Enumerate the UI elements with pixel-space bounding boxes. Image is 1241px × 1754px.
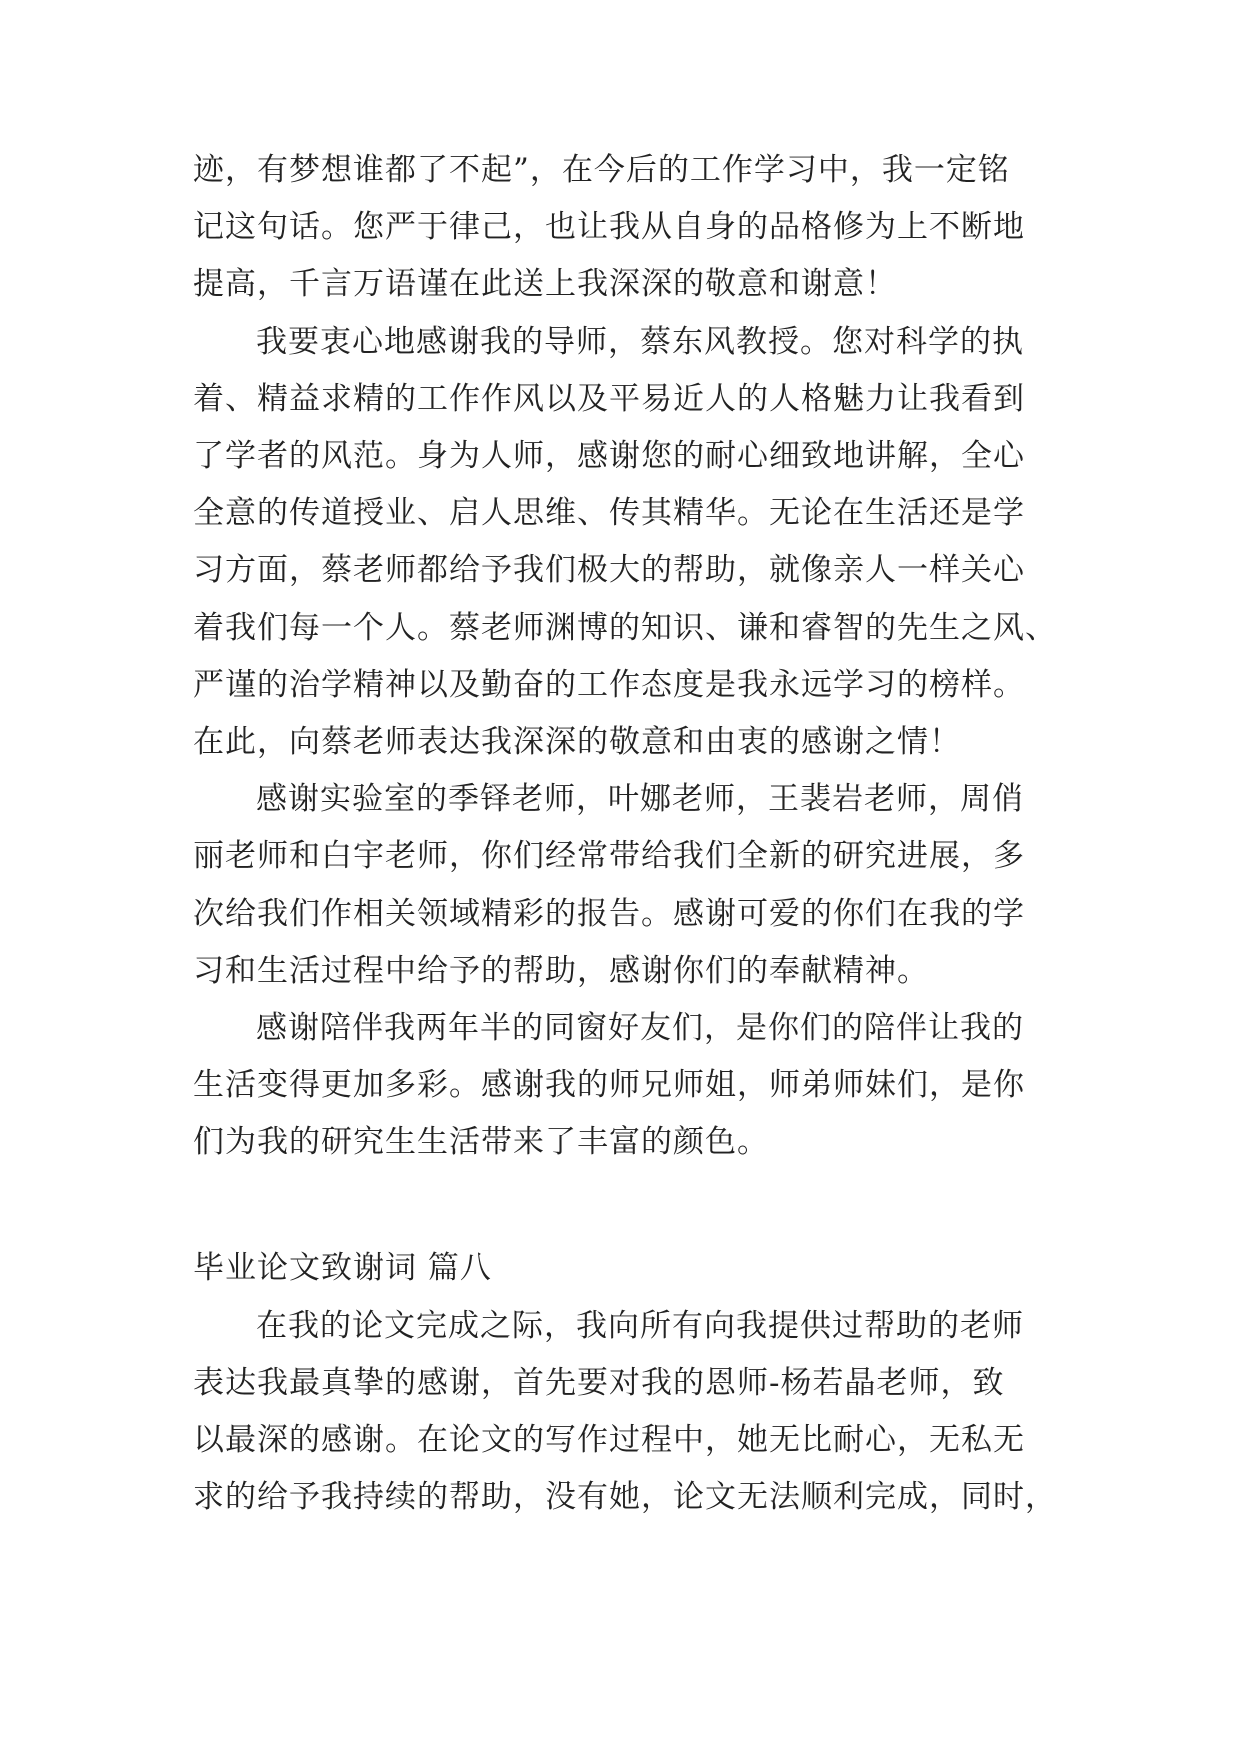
text-line: 感谢实验室的季铎老师，叶娜老师，王裴岩老师，周俏 (256, 781, 1024, 817)
text-line: 严谨的治学精神以及勤奋的工作态度是我永远学习的榜样。 (193, 667, 1025, 703)
text-line: 习和生活过程中给予的帮助，感谢你们的奉献精神。 (193, 953, 929, 989)
text-line: 丽老师和白宇老师，你们经常带给我们全新的研究进展，多 (193, 838, 1025, 874)
section-heading: 毕业论文致谢词 篇八 (193, 1250, 492, 1286)
text-line: 表达我最真挚的感谢，首先要对我的恩师-杨若晶老师，致 (193, 1365, 1005, 1401)
text-line: 习方面，蔡老师都给予我们极大的帮助，就像亲人一样关心 (193, 552, 1025, 588)
text-line: 迹，有梦想谁都了不起”，在今后的工作学习中，我一定铭 (193, 152, 1010, 188)
text-line: 我要衷心地感谢我的导师，蔡东风教授。您对科学的执 (256, 324, 1024, 360)
text-line: 提高，千言万语谨在此送上我深深的敬意和谢意！ (193, 266, 897, 302)
text-line: 记这句话。您严于律己，也让我从自身的品格修为上不断地 (193, 209, 1025, 245)
text-line: 着、精益求精的工作作风以及平易近人的人格魅力让我看到 (193, 381, 1025, 417)
text-line: 感谢陪伴我两年半的同窗好友们，是你们的陪伴让我的 (256, 1010, 1024, 1046)
text-line: 全意的传道授业、启人思维、传其精华。无论在生活还是学 (193, 495, 1025, 531)
text-line: 求的给予我持续的帮助，没有她，论文无法顺利完成，同时， (193, 1479, 1057, 1515)
text-line: 次给我们作相关领域精彩的报告。感谢可爱的你们在我的学 (193, 896, 1025, 932)
text-line: 在我的论文完成之际，我向所有向我提供过帮助的老师 (256, 1308, 1024, 1344)
text-line: 在此，向蔡老师表达我深深的敬意和由衷的感谢之情！ (193, 724, 961, 760)
text-line: 生活变得更加多彩。感谢我的师兄师姐，师弟师妹们，是你 (193, 1067, 1025, 1103)
text-line: 以最深的感谢。在论文的写作过程中，她无比耐心，无私无 (193, 1422, 1025, 1458)
text-line: 们为我的研究生生活带来了丰富的颜色。 (193, 1124, 769, 1160)
text-line: 了学者的风范。身为人师，感谢您的耐心细致地讲解，全心 (193, 438, 1025, 474)
text-line: 着我们每一个人。蔡老师渊博的知识、谦和睿智的先生之风、 (193, 610, 1057, 646)
